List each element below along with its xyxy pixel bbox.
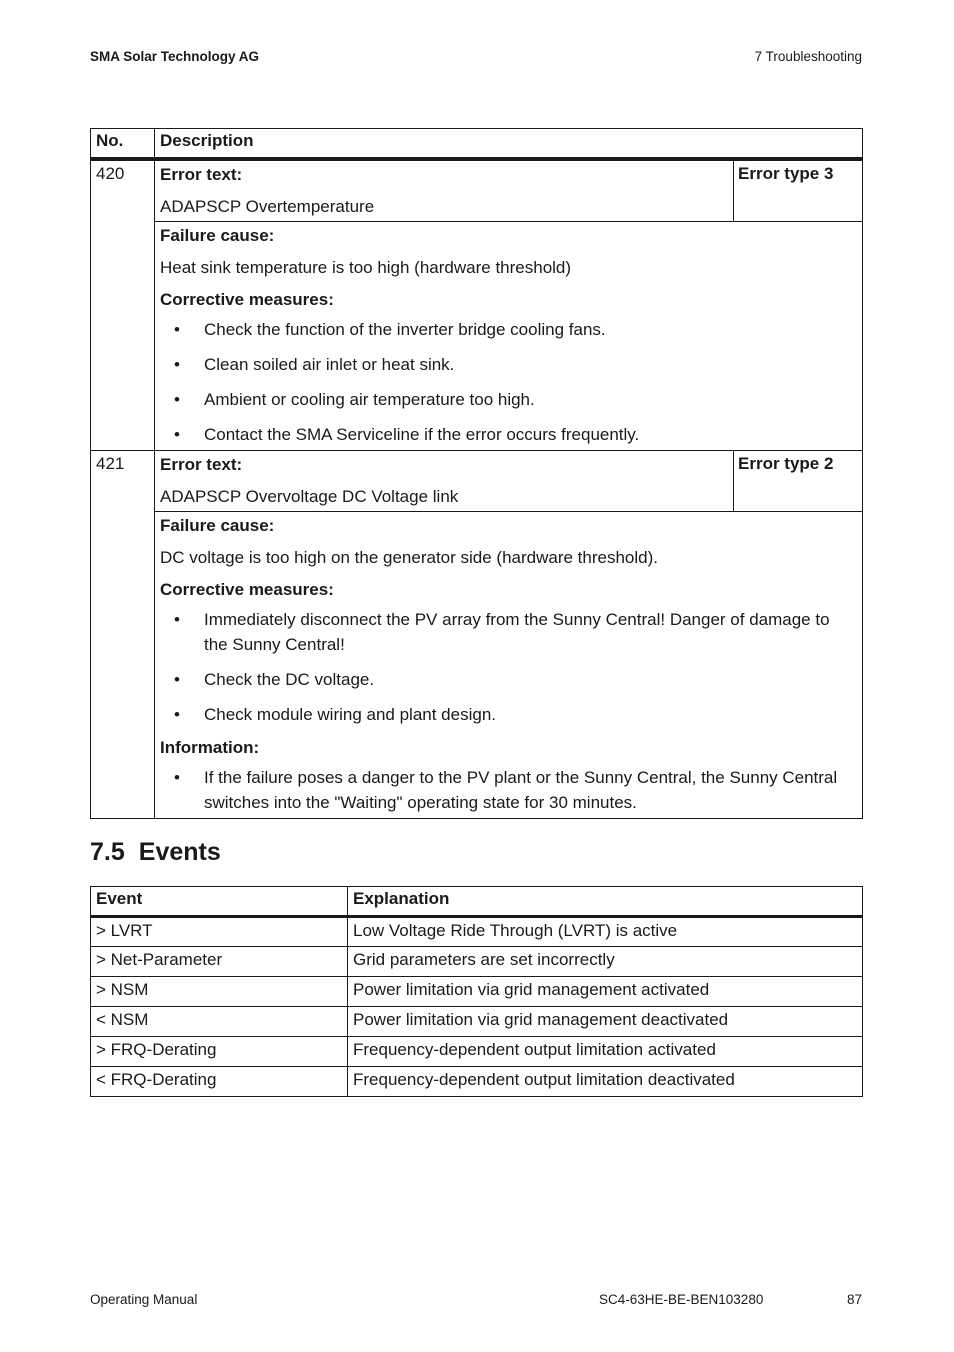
explanation-cell: Frequency-dependent output limitation activated bbox=[348, 1037, 863, 1067]
measures-label: Corrective measures: bbox=[160, 289, 334, 309]
information-label: Information: bbox=[160, 737, 260, 757]
error-type: Error type 3 bbox=[734, 159, 863, 222]
measures-list bbox=[160, 317, 857, 447]
table-row bbox=[91, 511, 863, 818]
events-table-header-row bbox=[91, 887, 863, 917]
error-text-label: Error text: bbox=[160, 454, 243, 474]
event-cell: < NSM bbox=[91, 1007, 348, 1037]
explanation-cell: Grid parameters are set incorrectly bbox=[348, 947, 863, 977]
col-header-no: No. bbox=[91, 129, 155, 159]
event-cell: > FRQ-Derating bbox=[91, 1037, 348, 1067]
information-list bbox=[160, 765, 857, 815]
table-row bbox=[91, 947, 863, 977]
col-header-event: Event bbox=[91, 887, 348, 917]
event-cell: < FRQ-Derating bbox=[91, 1067, 348, 1097]
error-text-label: Error text: bbox=[160, 164, 243, 184]
list-item: • If the failure poses a danger to the PV plant or the Sunny Central, the Sunny Central switches into the "Waiting" operating state for 30 minutes. bbox=[160, 765, 857, 815]
section-heading bbox=[90, 838, 221, 867]
table-row bbox=[91, 1037, 863, 1067]
failure-cause: Heat sink temperature is too high (hardware threshold) bbox=[160, 257, 572, 277]
list-item: • Contact the SMA Serviceline if the error occurs frequently. bbox=[160, 422, 857, 447]
measures-label: Corrective measures: bbox=[160, 579, 334, 599]
header-chapter: 7 Troubleshooting bbox=[754, 49, 862, 64]
list-item: • Clean soiled air inlet or heat sink. bbox=[160, 352, 857, 377]
failure-cause: DC voltage is too high on the generator side (hardware threshold). bbox=[160, 547, 659, 567]
measures-list bbox=[160, 607, 857, 727]
section-title: Events bbox=[138, 838, 221, 866]
explanation-cell: Low Voltage Ride Through (LVRT) is active bbox=[348, 917, 863, 947]
error-number: 421 bbox=[91, 450, 155, 818]
list-item: • Immediately disconnect the PV array from the Sunny Central! Danger of damage to the Sunny Central! bbox=[160, 607, 857, 657]
failure-cause-label: Failure cause: bbox=[160, 225, 275, 245]
event-cell: > NSM bbox=[91, 977, 348, 1007]
footer-doc-code: SC4-63HE-BE-BEN103280 bbox=[599, 1292, 764, 1307]
header-company: SMA Solar Technology AG bbox=[90, 49, 260, 64]
error-text-cell bbox=[155, 159, 734, 222]
error-type: Error type 2 bbox=[734, 450, 863, 511]
footer-page-number: 87 bbox=[846, 1292, 862, 1307]
failure-cause-label: Failure cause: bbox=[160, 515, 275, 535]
error-table bbox=[90, 128, 863, 819]
table-row bbox=[91, 1007, 863, 1037]
error-text: ADAPSCP Overvoltage DC Voltage link bbox=[160, 486, 459, 506]
col-header-description: Description bbox=[155, 129, 863, 159]
col-header-explanation: Explanation bbox=[348, 887, 863, 917]
error-number: 420 bbox=[91, 159, 155, 451]
list-item: • Check the DC voltage. bbox=[160, 667, 857, 692]
table-row bbox=[91, 1067, 863, 1097]
events-table bbox=[90, 886, 863, 1097]
event-cell: > Net-Parameter bbox=[91, 947, 348, 977]
list-item: • Check module wiring and plant design. bbox=[160, 702, 857, 727]
explanation-cell: Power limitation via grid management activated bbox=[348, 977, 863, 1007]
table-row bbox=[91, 159, 863, 222]
footer-doc-title: Operating Manual bbox=[90, 1292, 198, 1307]
error-details-cell bbox=[155, 221, 863, 450]
table-row bbox=[91, 221, 863, 450]
table-row bbox=[91, 917, 863, 947]
table-row bbox=[91, 450, 863, 511]
explanation-cell: Frequency-dependent output limitation deactivated bbox=[348, 1067, 863, 1097]
list-item: • Ambient or cooling air temperature too high. bbox=[160, 387, 857, 412]
list-item: • Check the function of the inverter bridge cooling fans. bbox=[160, 317, 857, 342]
explanation-cell: Power limitation via grid management deactivated bbox=[348, 1007, 863, 1037]
error-text-cell bbox=[155, 450, 734, 511]
table-row bbox=[91, 977, 863, 1007]
section-number: 7.5 bbox=[90, 838, 125, 866]
error-table-header-row bbox=[91, 129, 863, 159]
event-cell: > LVRT bbox=[91, 917, 348, 947]
error-details-cell bbox=[155, 511, 863, 818]
error-text: ADAPSCP Overtemperature bbox=[160, 196, 375, 216]
